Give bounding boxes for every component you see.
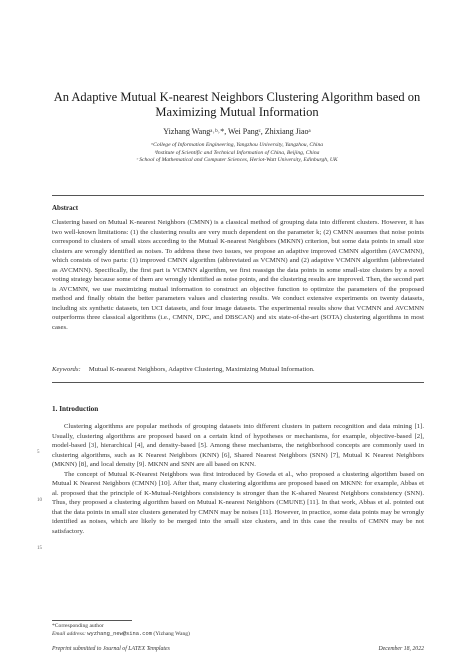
line-number: 10	[37, 498, 42, 503]
section-heading-introduction: 1. Introduction	[52, 405, 99, 413]
paper-title: An Adaptive Mutual K-nearest Neighbors Clustering Algorithm based on Maximizing Mutual Information	[53, 90, 421, 119]
affiliations	[40, 142, 434, 165]
keywords-text: Mutual K-nearest Neighbors, Adaptive Clustering, Maximizing Mutual Information.	[88, 366, 315, 373]
abstract-bottom-rule	[52, 382, 424, 383]
line-number: 15	[37, 546, 42, 551]
email-owner: (Yizhang Wang)	[153, 630, 190, 637]
affiliation-a: ᵃCollege of Information Engineering, Yangzhou University, Yangzhou, China	[150, 142, 324, 148]
abstract-heading: Abstract	[52, 204, 79, 212]
corresponding-author-note: *Corresponding author	[52, 623, 104, 629]
abstract-top-rule	[52, 195, 424, 196]
author-list: Yizhang Wangᵃ˒ᵇ˒*, Wei Pangᶜ, Zhixiang Jiaoᵃ	[163, 127, 311, 136]
intro-paragraph: Clustering algorithms are popular methods of grouping datasets into different clusters in pattern recognition and data mining [1]. Usually, clustering algorithms are proposed based on a certain kind of hypotheses or mechanisms, for example, objective-based [2], model-based [3], hierarchical [4], and density-based [5]. Among these mechanisms, the neighborhood concepts are commonly used in clustering algorithms, such as K Nearest Neighbors (KNN) [6], Shared Nearest Neighbors (SNN) [7], Mutual K Nearest Neighbors (MKNN) [8], and local density [9]. MKNN and SNN are all based on KNN.	[52, 423, 424, 469]
page-footer	[52, 646, 424, 652]
intro-paragraph: The concept of Mutual K-Nearest Neighbors was first introduced by Gowda et al., who proposed a clustering algorithm based on Mutual K Nearest Neighbors (CMNN) [10]. After that, many clustering algorithms are proposed based on MKNN: for example, Abbas et al. proposed that the principle of K-Mutual-Neighbors consistency is stronger than the K-shared Nearest Neighbors consistency (SNN). Thus, they proposed a clustering algorithm based on Mutual K-nearest Neighbors (CMUNE) [11]. In that work, Abbas et al. pointed out that the data points in small size clusters generated by CMNN may be noises [11]. However, in practice, some data points may be wrongly identified as noises, which are likely to be merged into the small size clusters, and in this case the results of CMNN may be not satisfactory.	[52, 470, 424, 536]
email-label: Email address:	[52, 630, 86, 637]
preprint-date: December 18, 2022	[378, 646, 424, 652]
keywords-label: Keywords:	[52, 366, 81, 373]
affiliation-c: ᶜ School of Mathematical and Computer Sciences, Heriot-Watt University, Edinburgh, UK	[136, 157, 338, 164]
footnote	[52, 623, 190, 638]
preprint-note: Preprint submitted to Journal of LATEX Templates	[52, 646, 170, 652]
email-address[interactable]: wyzhang_new@sina.com	[87, 630, 152, 637]
footnote-rule	[52, 620, 132, 621]
affiliation-b: ᵇInstitute of Scientific and Technical Information of China, Beijing, China	[154, 149, 320, 156]
abstract-text: Clustering based on Mutual K-nearest Neighbors (CMNN) is a classical method of grouping data into different clusters. However, it has two well-known limitations: (1) the clustering results are very much dependent on the parameter k; (2) CMNN assumes that noise points correspond to clusters of small sizes according to the Mutual K-nearest Neighbors (MKNN) criterion, but some data points in small size clusters are wrongly identified as noises. To address these two issues, we propose an adaptive improved CMNN algorithm (AVCMNN), which consists of two parts: (1) improved CMNN algorithm (abbreviated as VCMNN) and (2) adaptive VCMNN algorithm (abbreviated as AVCMNN). Specifically, the first part is VCMNN algorithm, we first reassign the data points in some small-size clusters by a novel voting strategy because some of them are wrongly identified as noise points, and the clustering results are improved. Then, the second part is AVCMNN, we use maximizing mutual information to construct an objective function to optimize the parameters of the proposed method and finally obtain the better parameters values and clustering results. We conduct extensive experiments on twenty datasets, including six synthetic datasets, ten UCI datasets, and four image datasets. The experimental results show that VCMNN and AVCMNN outperforms three classical algorithms (i.e., CMNN, DPC, and DBSCAN) and six state-of-the-art (SOTA) clustering algorithms in most cases.	[52, 219, 424, 332]
line-number: 5	[37, 450, 40, 455]
keywords-line	[52, 365, 424, 374]
email-line	[52, 631, 190, 639]
introduction-body	[52, 422, 424, 537]
